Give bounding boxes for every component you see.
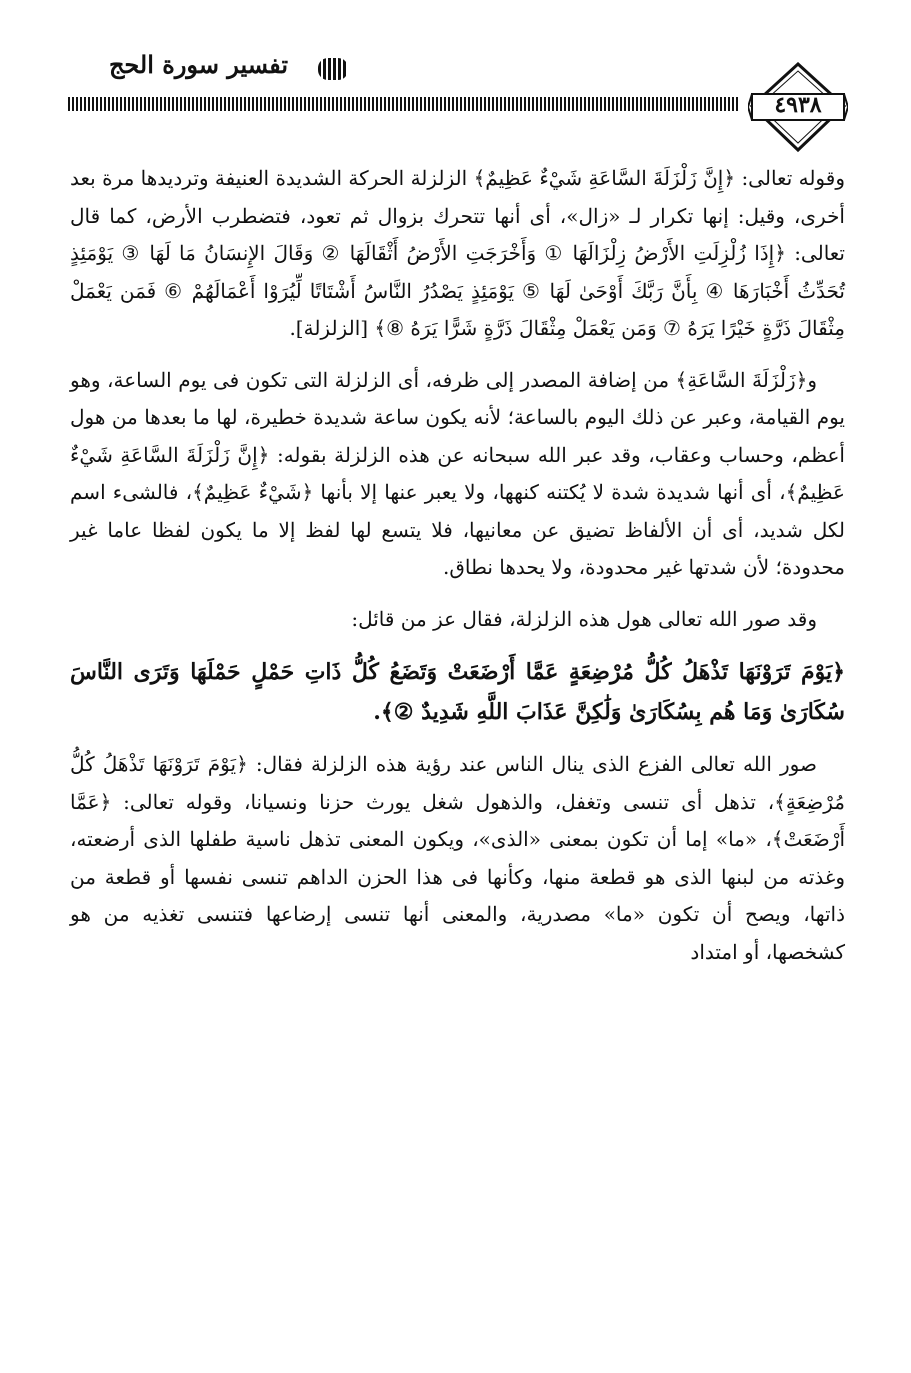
ornament-icon [318, 58, 348, 80]
paragraph: وقد صور الله تعالى هول هذه الزلزلة، فقال عز من قائل: [351, 606, 817, 631]
paragraph: وقوله تعالى: ﴿إِنَّ زَلْزَلَةَ السَّاعَةِ شَيْءٌ عَظِيمٌ﴾ الزلزلة الحركة الشديدة العنيفة وترديدها مرة بعد أخرى، وقيل: إنها تكرار لـ «زال»، أى أنها تتحرك بزوال ثم تعود، فتضطرب الأرض، كما قال تعالى: ﴿إِذَا زُلْزِلَتِ الأَرْضُ زِلْزَالَهَا ① وَأَخْرَجَتِ الأَرْضُ أَثْقَالَهَا ② وَقَالَ الإِنسَانُ مَا لَهَا ③ يَوْمَئِذٍ تُحَدِّثُ أَخْبَارَهَا ④ بِأَنَّ رَبَّكَ أَوْحَىٰ لَهَا ⑤ يَوْمَئِذٍ يَصْدُرُ النَّاسُ أَشْتَاتًا لِّيُرَوْا أَعْمَالَهُمْ ⑥ فَمَن يَعْمَلْ مِثْقَالَ ذَرَّةٍ خَيْرًا يَرَهُ ⑦ وَمَن يَعْمَلْ مِثْقَالَ ذَرَّةٍ شَرًّا يَرَهُ ⑧﴾ [الزلزلة]. [70, 166, 845, 340]
page-header [0, 0, 911, 160]
page-number: ٤٩٣٨ [774, 92, 822, 118]
header-rule [68, 97, 740, 111]
page-number-badge [748, 62, 848, 154]
body-text [70, 160, 845, 985]
quran-verse: ﴿يَوْمَ تَرَوْنَهَا تَذْهَلُ كُلُّ مُرْضِعَةٍ عَمَّا أَرْضَعَتْ وَتَضَعُ كُلُّ ذَاتِ حَمْلٍ حَمْلَهَا وَتَرَى النَّاسَ سُكَارَىٰ وَمَا هُم بِسُكَارَىٰ وَلَٰكِنَّ عَذَابَ اللَّهِ شَدِيدٌ ②﴾. [70, 659, 846, 725]
paragraph: و﴿زَلْزَلَةَ السَّاعَةِ﴾ من إضافة المصدر إلى ظرفه، أى الزلزلة التى تكون فى يوم الساعة، وهو يوم القيامة، وعبر عن ذلك اليوم بالساعة؛ لأنه يكون ساعة شديدة خطيرة، لها ما بعدها من هول أعظم، وحساب وعقاب، وقد عبر الله سبحانه عن هذه الزلزلة بقوله: ﴿إِنَّ زَلْزَلَةَ السَّاعَةِ شَيْءٌ عَظِيمٌ﴾، أى أنها شديدة شدة لا يُكتنه كنهها، ولا يعبر عنها إلا بأنها ﴿شَيْءٌ عَظِيمٌ﴾، فالشىء اسم لكل شديد، أى أن الألفاظ تضيق عن معانيها، فلا يتسع لها لفظ إلا ما يكون لفظا عاما غير محدودة؛ لأن شدتها غير محدودة، ولا يحدها نطاق. [70, 367, 845, 579]
paragraph: صور الله تعالى الفزع الذى ينال الناس عند رؤية هذه الزلزلة فقال: ﴿يَوْمَ تَرَوْنَهَا تَذْهَلُ كُلُّ مُرْضِعَةٍ﴾، تذهل أى تنسى وتغفل، والذهول شغل يورث حزنا ونسيانا، وقوله تعالى: ﴿عَمَّا أَرْضَعَتْ﴾، «ما» إما أن تكون بمعنى «الذى»، ويكون المعنى تذهل ناسية طفلها الذى أرضعته، وغذته من لبنها الذى هو قطعة منها، وكأنها فى هذا الحزن الداهم تنسى نفسها أو قطعة من ذاتها، ويصح أن تكون «ما» مصدرية، والمعنى أنها تنسى إرضاعها فتنسى تغذيه من هو كشخصها، أو امتداد [70, 752, 845, 964]
running-title: تفسير سورة الحج [108, 50, 288, 79]
